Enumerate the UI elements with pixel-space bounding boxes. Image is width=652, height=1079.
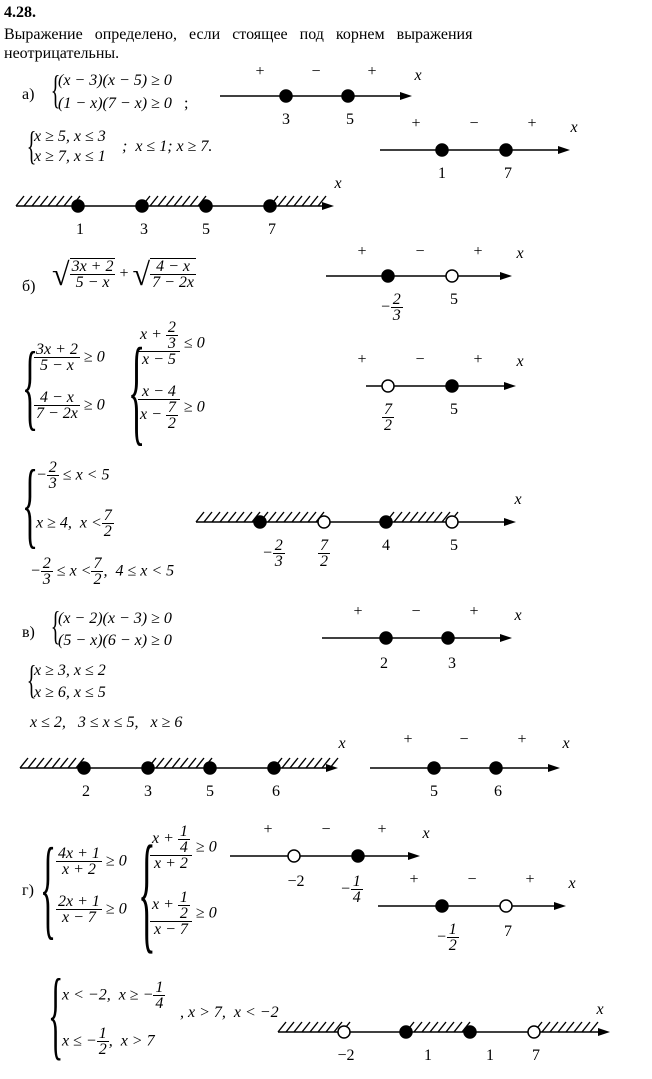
g3-hatch-mid-stroke (454, 1022, 462, 1032)
g3-tick-neg2: −2 (337, 1047, 355, 1064)
part-a-sys-1: (x − 3)(x − 5) ≥ 0 (58, 72, 172, 89)
b-sys1-row1: $\frac{3x + 2}{5 - x}$ ≥ 0 (36, 341, 105, 374)
brace-b3: { (22, 450, 39, 557)
g-sys2-row1: x + $\frac{1}{4}$ x + 2 ≥ 0 (152, 823, 217, 872)
a2-sign-1: − (469, 115, 479, 132)
b-f1-den: 5 − x (75, 274, 110, 291)
v1-sign-0: + (353, 603, 363, 620)
b3-hatch-right-stroke (426, 512, 434, 522)
v2-hatch-left-stroke (28, 758, 36, 768)
b3-hatch-left-stroke (244, 512, 252, 522)
a3-point-3 (136, 200, 148, 212)
b3-hatch-left-stroke (204, 512, 212, 522)
b3-x-label: x (514, 491, 522, 508)
b-sys2-row2: x − 4 x − $\frac{7}{2}$ ≥ 0 (140, 383, 205, 432)
g1-label-neg1-4: − $\frac{1}{4}$ (340, 873, 361, 906)
v1-sign-1: − (411, 603, 421, 620)
v1-tick-2: 2 (380, 655, 388, 672)
a2-tick-7: 7 (504, 165, 512, 182)
g2-sign-2: + (525, 871, 535, 888)
b-f2-den: 7 − 2x (152, 274, 194, 291)
v2-hatch-left-stroke (44, 758, 52, 768)
g3-hatch-left-stroke (294, 1022, 302, 1032)
b-f1-num: 3x + 2 (71, 258, 114, 275)
b-combined-row1: − $\frac{2}{3}$ ≤ x < 5 (36, 459, 110, 492)
b1-label-neg2-3: − $\frac{2}{3}$ (380, 291, 401, 324)
a3-hatch-left-stroke (16, 196, 24, 206)
g3-hatch-mid-stroke (414, 1022, 422, 1032)
b3-hatch-mid-stroke (268, 512, 276, 522)
g3-hatch-right-stroke (566, 1022, 574, 1032)
v2-x-label: x (338, 735, 346, 752)
g3-hatch-left-stroke (310, 1022, 318, 1032)
a3-point-5 (200, 200, 212, 212)
g-res-row2: x ≤ − $\frac{1}{2}$ , x > 7 (62, 1025, 155, 1058)
g3-hatch-right-stroke (582, 1022, 590, 1032)
v2-hatch-left-stroke (52, 758, 60, 768)
a3-hatch-mid (142, 196, 206, 206)
b3-hatch-right-stroke (402, 512, 410, 522)
b3-hatch-right-stroke (418, 512, 426, 522)
b3-hatch-left-stroke (212, 512, 220, 522)
v1-point-3 (442, 632, 454, 644)
a3-point-7 (264, 200, 276, 212)
a2-tick-1: 1 (438, 165, 446, 182)
g3-hatch-right-stroke (550, 1022, 558, 1032)
a2-point-1 (436, 144, 448, 156)
v2-hatch-mid (148, 758, 212, 768)
g1-x-label: x (422, 825, 430, 842)
b2-sign-2: + (473, 351, 483, 368)
g3-hatch-right-stroke (558, 1022, 566, 1032)
v2-hatch-mid-stroke (188, 758, 196, 768)
v2-tick-5: 5 (206, 783, 214, 800)
brace-a2: { (26, 123, 37, 168)
v2-point-2 (78, 762, 90, 774)
v1-x-label: x (514, 607, 522, 624)
g3-hatch-right-stroke (590, 1022, 598, 1032)
v3-sign-0: + (403, 731, 413, 748)
a2-x-label: x (570, 119, 578, 136)
g3-hatch-mid (406, 1022, 470, 1032)
a1-x-label: x (414, 67, 422, 84)
v2-hatch-left-stroke (60, 758, 68, 768)
v2-point-6 (268, 762, 280, 774)
a3-arrow (322, 202, 334, 210)
b3-hatch-right-stroke (394, 512, 402, 522)
a1-arrow (400, 92, 412, 100)
g2-sign-0: + (409, 871, 419, 888)
g1-sign-0: + (263, 821, 273, 838)
b2-tick-5: 5 (450, 401, 458, 418)
g3-hatch-mid-stroke (422, 1022, 430, 1032)
part-b-label: б) (22, 278, 36, 295)
g3-point-neg1-2 (464, 1026, 476, 1038)
part-a-label: а) (22, 86, 35, 103)
b2-x-label: x (516, 353, 524, 370)
b3-arrow (504, 518, 516, 526)
v2-hatch-left-stroke (36, 758, 44, 768)
a3-tick-5: 5 (202, 221, 210, 238)
a1-sign-1: − (311, 63, 321, 80)
g-sys2-row2: x + $\frac{1}{2}$ x − 7 ≥ 0 (152, 889, 217, 938)
a1-sign-2: + (367, 63, 377, 80)
b-plus: + (119, 265, 129, 282)
g3-hatch-left-stroke (318, 1022, 326, 1032)
a3-tick-7: 7 (268, 221, 276, 238)
a3-hatch-mid-stroke (190, 196, 198, 206)
g3-tick-neg1-2: 1 (486, 1047, 494, 1064)
v3-arrow (548, 764, 560, 772)
part-v-res-2: x ≥ 6, x ≤ 5 (34, 684, 106, 701)
g2-point-7 (500, 900, 512, 912)
brace-b1: { (22, 332, 39, 439)
v3-sign-2: + (517, 731, 527, 748)
g2-tick-7: 7 (504, 923, 512, 940)
b2-point-7-2 (382, 380, 394, 392)
v2-hatch-mid-stroke (156, 758, 164, 768)
b3-tick-5: 5 (450, 537, 458, 554)
part-b-expression: √ $\frac{3x + 2}{5 - x}$ + √ $\frac{4 - x}{7 - 2x}$ (52, 256, 194, 292)
g3-point-neg2 (338, 1026, 350, 1038)
v3-point-6 (490, 762, 502, 774)
v3-tick-6: 6 (494, 783, 502, 800)
a3-hatch-left-stroke (64, 196, 72, 206)
g3-hatch-mid-stroke (430, 1022, 438, 1032)
a3-hatch-right-stroke (310, 196, 318, 206)
v1-sign-2: + (469, 603, 479, 620)
brace-v1: { (50, 603, 61, 648)
b3-hatch-left-stroke (236, 512, 244, 522)
b1-arrow (500, 272, 512, 280)
a2-point-7 (500, 144, 512, 156)
a3-x-label: x (334, 175, 342, 192)
g3-x-label: x (596, 1001, 604, 1018)
a3-hatch-mid-stroke (158, 196, 166, 206)
g3-hatch-left-stroke (326, 1022, 334, 1032)
g2-x-label: x (568, 875, 576, 892)
v2-hatch-mid-stroke (196, 758, 204, 768)
a3-hatch-right-stroke (278, 196, 286, 206)
g1-sign-2: + (377, 821, 387, 838)
a1-tick-3: 3 (282, 111, 290, 128)
a3-hatch-left-stroke (56, 196, 64, 206)
g1-point-neg1-4 (352, 850, 364, 862)
v2-tick-6: 6 (272, 783, 280, 800)
b-answer: − $\frac{2}{3}$ ≤ x < $\frac{7}{2}$ , 4 ≤ x < 5 (30, 555, 175, 588)
b3-label-neg2-3: − $\frac{2}{3}$ (262, 537, 283, 570)
b3-hatch-left-stroke (220, 512, 228, 522)
part-a-res-1: x ≥ 5, x ≤ 3 (34, 128, 106, 145)
intro-line-1: Выражение определено, если стоящее под корнем выражения (4, 26, 473, 43)
intro-line-2: неотрицательны. (4, 45, 120, 62)
a2-sign-2: + (527, 115, 537, 132)
v2-hatch-mid-stroke (180, 758, 188, 768)
b2-point-5 (446, 380, 458, 392)
b2-sign-0: + (357, 351, 367, 368)
brace-g3: { (48, 958, 64, 1069)
g3-tick-neg1-4: 1 (424, 1047, 432, 1064)
b-combined-row2: x ≥ 4, x < $\frac{7}{2}$ (36, 507, 112, 540)
g-res-tail: , x > 7, x < −2 (180, 1004, 279, 1021)
b1-sign-1: − (415, 243, 425, 260)
g1-arrow (408, 852, 420, 860)
g3-hatch-left-stroke (286, 1022, 294, 1032)
g3-hatch-left-stroke (278, 1022, 286, 1032)
b2-arrow (504, 382, 516, 390)
b3-label-7-2: $\frac{7}{2}$ (320, 537, 328, 570)
b3-hatch-mid-stroke (308, 512, 316, 522)
g3-hatch-right-stroke (574, 1022, 582, 1032)
v2-hatch-right-stroke (290, 758, 298, 768)
part-a-sys-2: (1 − x)(7 − x) ≥ 0 (58, 95, 172, 112)
v3-point-5 (428, 762, 440, 774)
g2-arrow (554, 902, 566, 910)
b3-hatch-left-stroke (228, 512, 236, 522)
brace-a1: { (50, 67, 61, 112)
g2-label-neg1-2: − $\frac{1}{2}$ (436, 921, 457, 954)
a3-hatch-left-stroke (24, 196, 32, 206)
b3-hatch-right-stroke (434, 512, 442, 522)
part-v-res-1: x ≥ 3, x ≤ 2 (34, 662, 106, 679)
g3-hatch-left-stroke (302, 1022, 310, 1032)
part-v-sys-2: (5 − x)(6 − x) ≥ 0 (58, 632, 172, 649)
a3-hatch-left-stroke (32, 196, 40, 206)
g3-hatch-mid-stroke (438, 1022, 446, 1032)
b3-tick-4: 4 (382, 537, 390, 554)
b3-point-neg2-3 (254, 516, 266, 528)
v2-hatch-left (20, 758, 84, 768)
v2-hatch-mid-stroke (172, 758, 180, 768)
a1-sign-0: + (255, 63, 265, 80)
a3-hatch-left-stroke (40, 196, 48, 206)
b1-sign-2: + (473, 243, 483, 260)
brace-v2: { (26, 657, 37, 702)
v2-hatch-left-stroke (20, 758, 28, 768)
v3-sign-1: − (459, 731, 469, 748)
g3-point-neg1-4 (400, 1026, 412, 1038)
g2-sign-1: − (467, 871, 477, 888)
a3-hatch-right-stroke (286, 196, 294, 206)
part-v-sys-1: (x − 2)(x − 3) ≥ 0 (58, 610, 172, 627)
g-sys1-row2: $\frac{2x + 1}{x - 7}$ ≥ 0 (58, 893, 127, 926)
g1-sign-1: − (321, 821, 331, 838)
brace-g2: { (138, 818, 156, 965)
g3-tick-7: 7 (532, 1047, 540, 1064)
b-sys1-row2: $\frac{4 - x}{7 - 2x}$ ≥ 0 (36, 389, 105, 422)
a3-hatch-left-stroke (48, 196, 56, 206)
v2-tick-2: 2 (82, 783, 90, 800)
g-res-row1: x < −2, x ≥ − $\frac{1}{4}$ (62, 979, 164, 1012)
a3-hatch-mid-stroke (166, 196, 174, 206)
v1-point-2 (380, 632, 392, 644)
problem-number: 4.28. (4, 4, 36, 21)
a3-hatch-right (270, 196, 326, 206)
b1-tick-5: 5 (450, 291, 458, 308)
part-a-res-2: x ≥ 7, x ≤ 1 (34, 148, 106, 165)
a2-arrow (558, 146, 570, 154)
v3-x-label: x (562, 735, 570, 752)
g2-point-neg1-2 (436, 900, 448, 912)
b3-hatch-mid-stroke (284, 512, 292, 522)
b2-label-7-2: $\frac{7}{2}$ (384, 401, 392, 434)
v2-hatch-right-stroke (282, 758, 290, 768)
g3-arrow (598, 1028, 610, 1036)
b1-sign-0: + (357, 243, 367, 260)
b-sys2-row1: x + $\frac{2}{3}$ x − 5 ≤ 0 (140, 319, 205, 368)
part-v-answer: x ≤ 2, 3 ≤ x ≤ 5, x ≥ 6 (30, 714, 183, 731)
b-f2-num: 4 − x (150, 259, 196, 275)
g3-hatch-right-stroke (542, 1022, 550, 1032)
a1-tick-5: 5 (346, 111, 354, 128)
v1-arrow (500, 634, 512, 642)
a2-sign-0: + (411, 115, 421, 132)
v3-tick-5: 5 (430, 783, 438, 800)
v2-hatch-right-stroke (314, 758, 322, 768)
v2-hatch-right-stroke (298, 758, 306, 768)
v2-hatch-left-stroke (68, 758, 76, 768)
b1-point-neg2-3 (382, 270, 394, 282)
part-a-semicolon: ; (184, 95, 189, 112)
b3-point-4 (380, 516, 392, 528)
part-a-answer: ; x ≤ 1; x ≥ 7. (122, 138, 213, 155)
brace-b2: { (128, 323, 146, 456)
a3-hatch-right-stroke (302, 196, 310, 206)
v2-point-5 (204, 762, 216, 774)
b3-point-5 (446, 516, 458, 528)
v2-hatch-right-stroke (306, 758, 314, 768)
b1-point-5 (446, 270, 458, 282)
a3-hatch-right-stroke (294, 196, 302, 206)
b3-point-7-2 (318, 516, 330, 528)
v1-tick-3: 3 (448, 655, 456, 672)
a3-tick-1: 1 (76, 221, 84, 238)
b2-sign-1: − (415, 351, 425, 368)
a3-hatch-mid-stroke (150, 196, 158, 206)
v2-hatch-right-stroke (330, 758, 338, 768)
g1-point-neg2 (288, 850, 300, 862)
a3-hatch-left (16, 196, 80, 206)
a1-point-5 (342, 90, 354, 102)
v2-tick-3: 3 (144, 783, 152, 800)
b3-hatch-left-stroke (196, 512, 204, 522)
brace-g1: { (40, 826, 57, 950)
b3-hatch-mid (260, 512, 324, 522)
v2-point-3 (142, 762, 154, 774)
b3-hatch-right-stroke (410, 512, 418, 522)
b3-hatch-mid-stroke (292, 512, 300, 522)
b1-x-label: x (516, 245, 524, 262)
part-v-label: в) (22, 624, 35, 641)
a3-hatch-mid-stroke (182, 196, 190, 206)
g3-hatch-right (534, 1022, 598, 1032)
v2-hatch-mid-stroke (164, 758, 172, 768)
a1-point-3 (280, 90, 292, 102)
b3-hatch-mid-stroke (276, 512, 284, 522)
a3-hatch-mid-stroke (174, 196, 182, 206)
part-g-label: г) (22, 882, 34, 899)
b3-hatch-mid-stroke (300, 512, 308, 522)
g3-hatch-mid-stroke (446, 1022, 454, 1032)
g1-tick-neg2: −2 (287, 873, 305, 890)
g3-point-7 (528, 1026, 540, 1038)
b3-hatch-left (196, 512, 260, 522)
a3-tick-3: 3 (140, 221, 148, 238)
g-sys1-row1: $\frac{4x + 1}{x + 2}$ ≥ 0 (58, 845, 127, 878)
a3-point-1 (72, 200, 84, 212)
